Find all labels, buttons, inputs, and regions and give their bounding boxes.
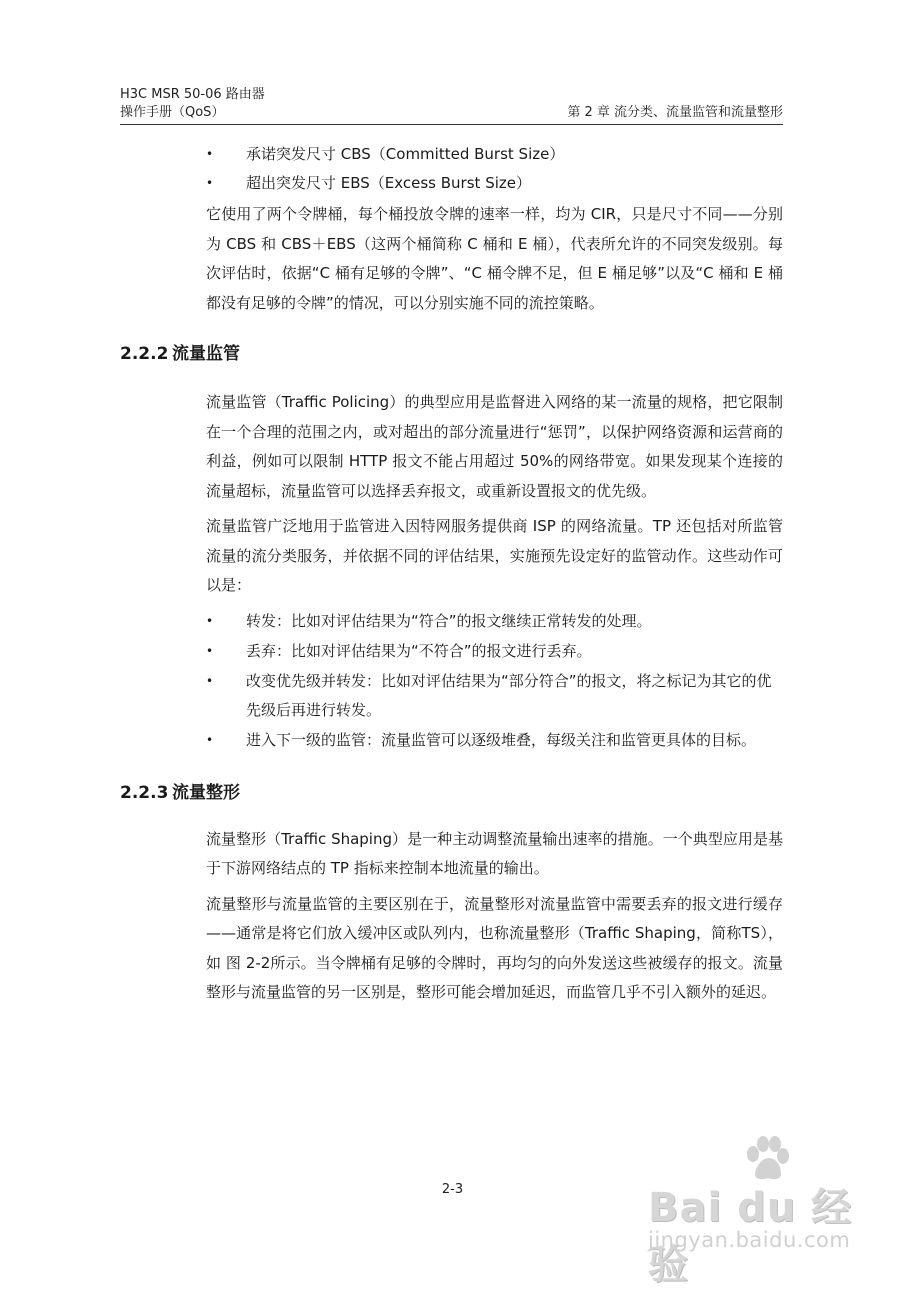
bullet-icon: • [206, 673, 214, 688]
body-paragraph: 流量监管广泛地用于监管进入因特网服务提供商 ISP 的网络流量。TP 还包括对所监管流量的流分类服务，并依据不同的评估结果，实施预先设定好的监管动作。这些动作可以是： [206, 517, 783, 594]
page-header [120, 86, 783, 122]
bullet-icon: • [206, 176, 214, 190]
bullet-icon: • [206, 732, 214, 747]
section-heading: 2.2.2 流量监管 [120, 344, 240, 364]
watermark-url: jingyan.baidu.com [648, 1228, 851, 1252]
top-bullet-list [0, 140, 905, 198]
list-item: • 超出突发尺寸 EBS（Excess Burst Size） [246, 169, 782, 198]
bullet-icon: • [206, 147, 214, 161]
body-paragraph: 流量监管（Traffic Policing）的典型应用是监督进入网络的某一流量的规格，把它限制在一个合理的范围之内，或对超出的部分流量进行“惩罚”，以保护网络资源和运营商的利益，例如可以限制 HTTP 报文不能占用超过 50%的网络带宽。如果发现某个连接的流量超标，流量监管可以选择丢弃报文，或重新设置报文的优先级。 [206, 393, 783, 500]
policing-action-list [0, 607, 905, 755]
bullet-icon: • [206, 643, 214, 658]
body-paragraph: 流量整形（Traffic Shaping）是一种主动调整流量输出速率的措施。一个典型应用是基于下游网络结点的 TP 指标来控制本地流量的输出。 [206, 829, 783, 877]
bullet-icon: • [206, 613, 214, 628]
header-manual: 操作手册（QoS） [120, 105, 225, 120]
body-paragraph: 它使用了两个令牌桶，每个桶投放令牌的速率一样，均为 CIR，只是尺寸不同——分别为 CBS 和 CBS＋EBS（这两个桶简称 C 桶和 E 桶），代表所允许的不同突发级别。每次评估时，依据“C 桶有足够的令牌”、“C 桶令牌不足，但 E 桶足够”以及“C 桶和 E 桶都没有足够的令牌”的情况，可以分别实施不同的流控策略。 [206, 205, 783, 312]
list-item: • 进入下一级的监管：流量监管可以逐级堆叠，每级关注和监管更具体的目标。 [246, 726, 782, 755]
baidu-watermark [648, 1128, 888, 1288]
header-product: H3C MSR 50-06 路由器 [120, 87, 265, 102]
list-item: • 转发：比如对评估结果为“符合”的报文继续正常转发的处理。 [246, 607, 782, 636]
list-item: • 丢弃：比如对评估结果为“不符合”的报文进行丢弃。 [246, 637, 782, 666]
body-paragraph: 流量整形与流量监管的主要区别在于，流量整形对流量监管中需要丢弃的报文进行缓存——通常是将它们放入缓冲区或队列内，也称流量整形（Traffic Shaping，简称TS），如 图 2-2所示。当令牌桶有足够的令牌时，再均匀的向外发送这些被缓存的报文。流量整形与流量监管的另一区别是，整形可能会增加延迟，而监管几乎不引入额外的延迟。 [206, 894, 783, 1001]
list-item: • 承诺突发尺寸 CBS（Committed Burst Size） [246, 140, 782, 169]
header-chapter: 第 2 章 流分类、流量监管和流量整形 [567, 105, 783, 120]
page-body [0, 140, 905, 1014]
list-item: • 改变优先级并转发：比如对评估结果为“部分符合”的报文，将之标记为其它的优先级后再进行转发。 [246, 667, 782, 725]
watermark-logo-text: Bai du 经验 [648, 1185, 853, 1288]
section-heading: 2.2.3 流量整形 [120, 782, 240, 803]
page-number: 2-3 [441, 1182, 464, 1197]
header-divider [120, 124, 783, 125]
